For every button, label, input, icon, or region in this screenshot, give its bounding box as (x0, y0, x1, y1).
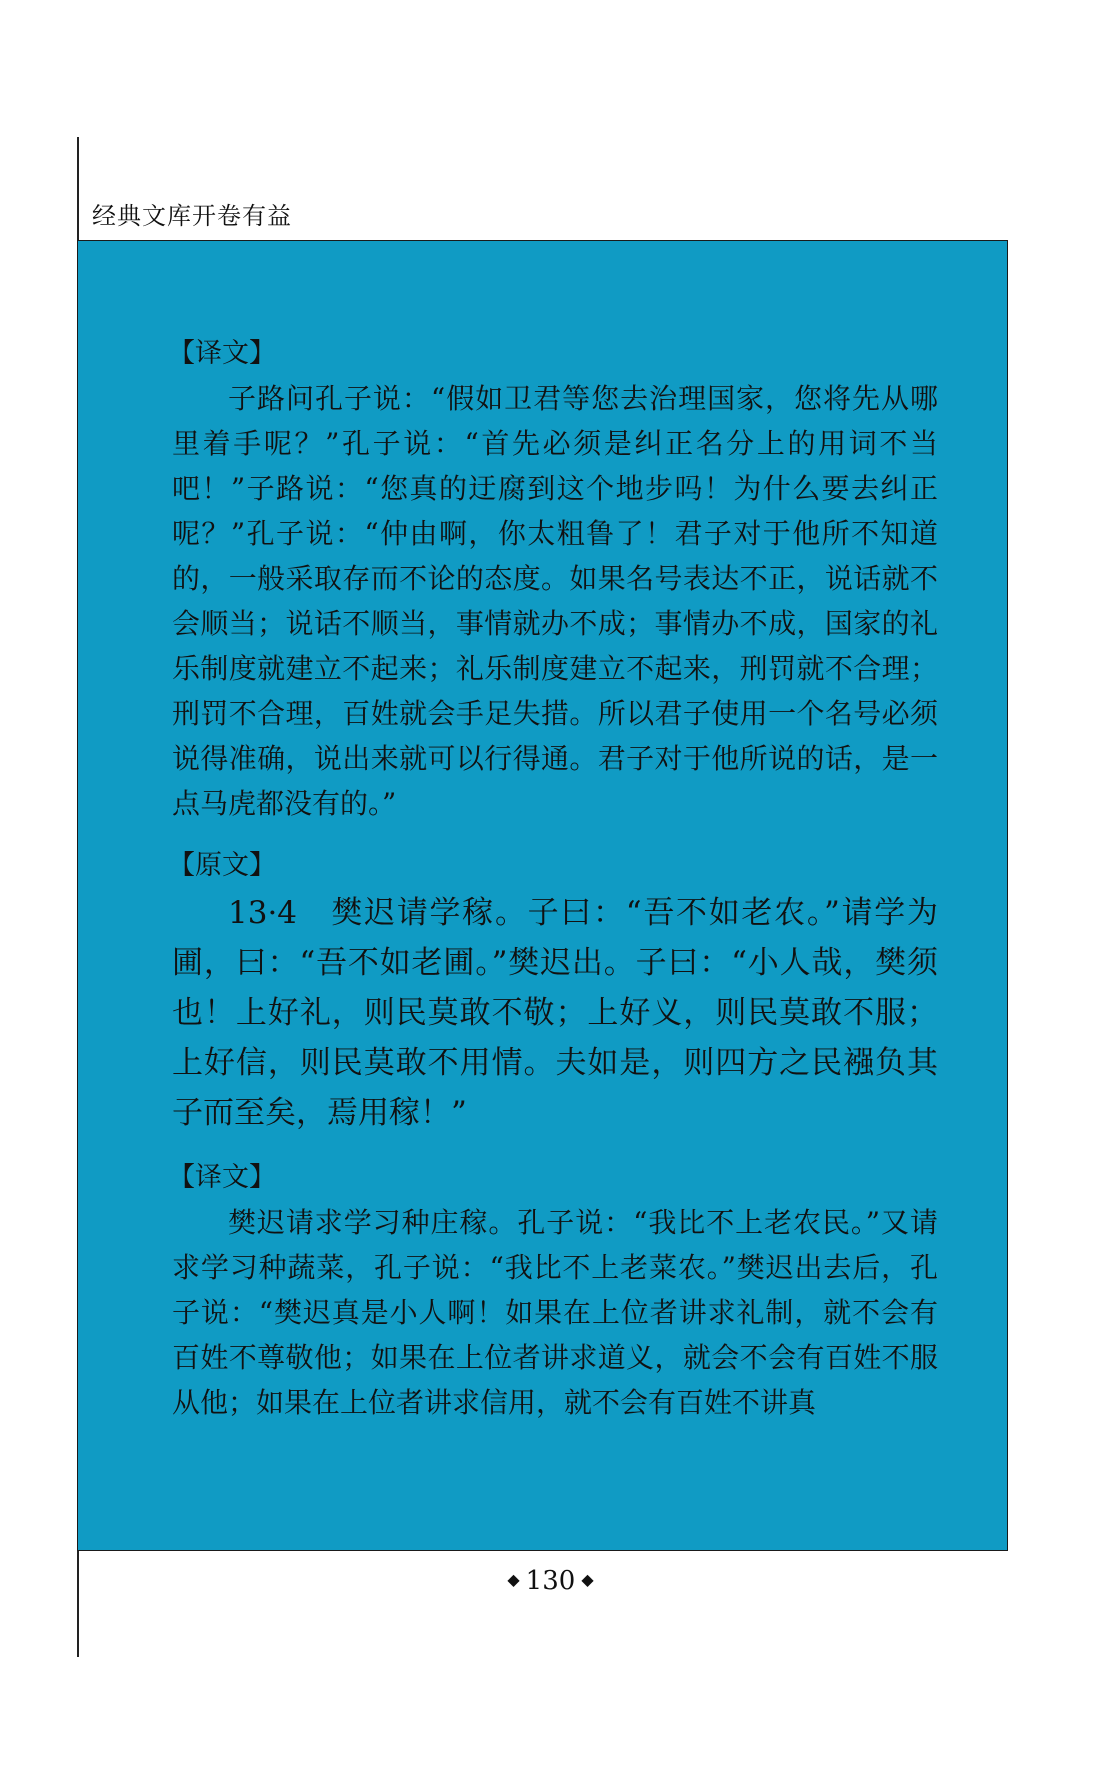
translation-paragraph-2: 樊迟请求学习种庄稼。孔子说：“我比不上老农民。”又请求学习种蔬菜，孔子说：“我比不上老菜农。”樊迟出去后，孔子说：“樊迟真是小人啊！如果在上位者讲求礼制，就不会有百姓不尊敬他；如果在上位者讲求道义，就会不会有百姓不服从他；如果在上位者讲求信用，就不会有百姓不讲真 (172, 1206, 938, 1419)
translation-paragraph-1: 子路问孔子说：“假如卫君等您去治理国家，您将先从哪里着手呢？”孔子说：“首先必须是纠正名分上的用词不当吧！”子路说：“您真的迂腐到这个地步吗！为什么要去纠正呢？”孔子说：“仲由啊，你太粗鲁了！君子对于他所不知道的，一般采取存而不论的态度。如果名号表达不正，说话就不会顺当；说话不顺当，事情就办不成；事情办不成，国家的礼乐制度就建立不起来；礼乐制度建立不起来，刑罚就不合理；刑罚不合理，百姓就会手足失措。所以君子使用一个名号必须说得准确，说出来就可以行得通。君子对于他所说的话，是一点马虎都没有的。” (172, 382, 938, 820)
page-number: 130 (525, 1566, 576, 1596)
page-body (168, 336, 938, 1425)
original-text-paragraph: 13·4 樊迟请学稼。子曰：“吾不如老农。”请学为圃，曰：“吾不如老圃。”樊迟出。子曰：“小人哉，樊须也！上好礼，则民莫敢不敬；上好义，则民莫敢不服；上好信，则民莫敢不用情。夫如是，则四方之民襁负其子而至矣，焉用稼！” (172, 895, 938, 1131)
page-footer (0, 1566, 1101, 1596)
section-heading-translation-2: 【译文】 (168, 1162, 276, 1193)
section-heading-original: 【原文】 (168, 850, 276, 881)
running-title: 经典文库开卷有益 (92, 202, 292, 230)
content-panel (77, 240, 1008, 1551)
section-heading-translation-1: 【译文】 (168, 338, 276, 369)
diamond-ornament-icon: ◆ (507, 1570, 520, 1589)
diamond-ornament-icon: ◆ (581, 1570, 594, 1589)
